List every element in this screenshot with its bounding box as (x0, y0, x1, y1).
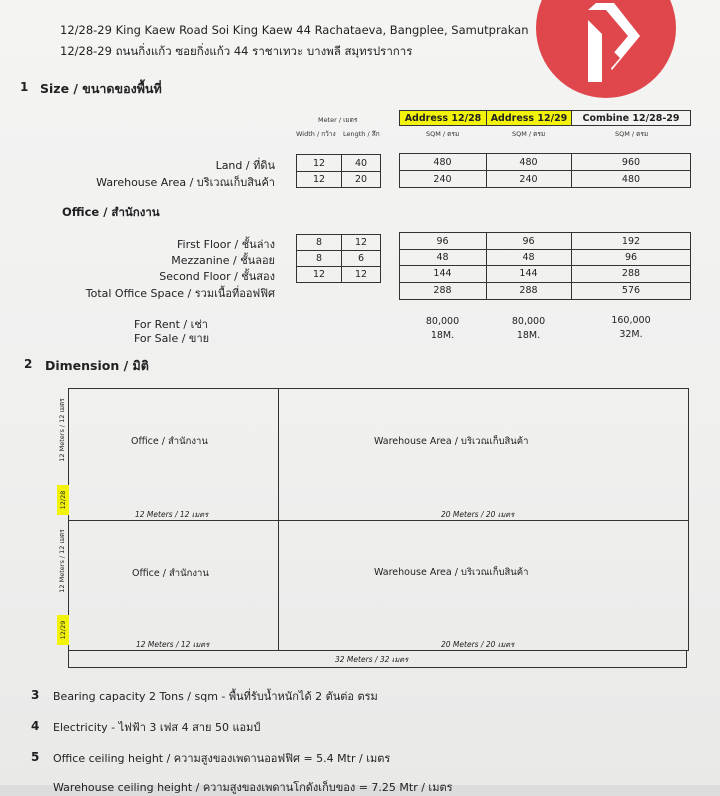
cell-length: 20 (341, 171, 381, 188)
row-label-mezzanine: Mezzanine / ชั้นลอย (171, 254, 275, 267)
column-header-combine: Combine 12/28-29 (571, 110, 691, 126)
unit-1228-marker: 12/28 (57, 485, 69, 515)
item-number: 4 (31, 719, 40, 733)
cell-length: 40 (341, 154, 381, 172)
cell-length: 12 (341, 234, 381, 251)
plan-side-height: 12 Meters / 12 เมตร (58, 529, 66, 593)
unit-label: SQM / ตรม (512, 130, 546, 138)
cell-length: 12 (341, 266, 381, 283)
cell-value: 480 (519, 157, 538, 168)
rent-label: For Rent / เช่า (134, 318, 208, 331)
cell-width: 12 (296, 171, 342, 188)
length-label: Length / ลึก (343, 130, 380, 138)
plan-warehouse-label: Warehouse Area / บริเวณเก็บสินค้า (374, 567, 529, 578)
cell-width: 12 (296, 266, 342, 283)
cell-value: 576 (621, 285, 641, 296)
item-warehouse-ceiling: Warehouse ceiling height / ความสูงของเพดานโกดังเก็บของ = 7.25 Mtr / เมตร (53, 781, 453, 794)
row-label-second-floor: Second Floor / ชั้นสอง (159, 270, 275, 283)
cell-value: 288 (519, 285, 538, 296)
cell-value: 288 (621, 268, 641, 279)
plan-total-width: 32 Meters / 32 เมตร (335, 655, 409, 664)
section-title-size: Size / ขนาดของพื้นที่ (40, 81, 162, 96)
sale-value: 32M. (619, 329, 643, 340)
cell-value: 288 (433, 285, 452, 296)
item-number: 5 (31, 750, 40, 764)
row-label-first-floor: First Floor / ชั้นล่าง (177, 238, 275, 251)
cell-value: 48 (522, 252, 535, 263)
floor-plan-diagram (68, 388, 689, 651)
row-label-warehouse: Warehouse Area / บริเวณเก็บสินค้า (96, 176, 275, 189)
cell-value: 144 (433, 268, 452, 279)
cell-value: 480 (621, 174, 641, 185)
office-subtitle: Office / สำนักงาน (62, 205, 160, 219)
section-number: 2 (24, 357, 33, 371)
sale-value: 18M. (516, 330, 541, 341)
rent-value: 160,000 (611, 315, 651, 326)
unit-label: SQM / ตรม (615, 130, 649, 138)
brand-logo-icon (536, 0, 676, 98)
sale-value: 18M. (430, 330, 455, 341)
item-number: 3 (31, 688, 40, 702)
plan-side-height: 12 Meters / 12 เมตร (58, 398, 66, 462)
section-title-dimension: Dimension / มิติ (45, 358, 149, 373)
meter-label: Meter / เมตร (318, 116, 358, 124)
cell-value: 480 (433, 157, 452, 168)
plan-office-width: 12 Meters / 12 เมตร (136, 640, 210, 649)
cell-value: 48 (436, 252, 449, 263)
cell-value: 96 (624, 252, 638, 263)
cell-value: 240 (433, 174, 452, 185)
cell-value: 240 (519, 174, 538, 185)
cell-length: 6 (341, 250, 381, 267)
cell-value: 96 (436, 236, 449, 247)
cell-value: 960 (621, 157, 641, 168)
cell-width: 8 (296, 250, 342, 267)
plan-office-width: 12 Meters / 12 เมตร (135, 510, 209, 519)
item-office-ceiling: Office ceiling height / ความสูงของเพดานออฟฟิศ = 5.4 Mtr / เมตร (53, 752, 391, 765)
unit-label: SQM / ตรม (426, 130, 460, 138)
cell-value: 96 (522, 236, 535, 247)
address-thai: 12/28-29 ถนนกิ่งแก้ว ซอยกิ่งแก้ว 44 ราชาเทวะ บางพลี สมุทรปราการ (60, 44, 413, 58)
plan-warehouse-width: 20 Meters / 20 เมตร (441, 640, 515, 649)
sale-label: For Sale / ขาย (134, 332, 210, 345)
plan-office-label: Office / สำนักงาน (131, 436, 208, 447)
column-header-address-1228: Address 12/28 (399, 110, 487, 126)
address-english: 12/28-29 King Kaew Road Soi King Kaew 44 Rachataeva, Bangplee, Samutprakan (60, 23, 529, 37)
rent-value: 80,000 (511, 316, 546, 327)
row-label-land: Land / ที่ดิน (215, 159, 275, 172)
row-label-total-office: Total Office Space / รวมเนื้อที่ออฟฟิศ (85, 287, 275, 300)
plan-warehouse-width: 20 Meters / 20 เมตร (441, 510, 515, 519)
cell-width: 12 (296, 154, 342, 172)
width-label: Width / กว้าง (296, 130, 336, 138)
plan-warehouse-label: Warehouse Area / บริเวณเก็บสินค้า (374, 436, 529, 447)
item-electricity: Electricity - ไฟฟ้า 3 เฟส 4 สาย 50 แอมป์ (53, 721, 261, 734)
cell-value: 192 (621, 236, 641, 247)
section-number: 1 (20, 80, 29, 94)
rent-value: 80,000 (425, 316, 460, 327)
cell-width: 8 (296, 234, 342, 251)
column-header-address-1229: Address 12/29 (486, 110, 572, 126)
cell-value: 144 (519, 268, 538, 279)
unit-1229-marker: 12/29 (57, 615, 69, 645)
plan-office-label: Office / สำนักงาน (132, 568, 209, 579)
item-bearing-capacity: Bearing capacity 2 Tons / sqm - พื้นที่รับน้ำหนักได้ 2 ตันต่อ ตรม (53, 690, 378, 703)
